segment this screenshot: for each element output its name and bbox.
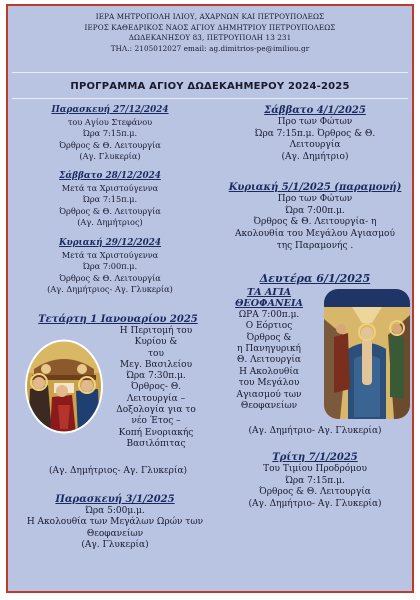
circumcision-icon [24,339,104,434]
event-line: Ώρα 7:15π.μ. [82,194,138,204]
event-line: (Αγ. Δημήτριο) [281,152,349,163]
event-line: (Αγ. Δημήτριος- Αγ. Γλυκερία) [48,466,188,476]
event-line: Θεοφανείων [86,528,144,539]
event-jan-1-date [28,314,208,325]
event-line: Μετά τα Χριστούγεννα [61,182,159,193]
event-line: Μετά τα Χριστούγεννα [61,249,159,260]
theophany-icon [324,289,410,419]
event-line: Η Περιτομή του [119,326,193,336]
event-line: Λειτουργία [289,140,341,151]
event-line: Όρθρος & Θ. Λειτουργία [59,272,161,283]
event-line: Όρθρος & [246,332,292,343]
event-line: της Παραμονής . [276,240,354,251]
header-line-address: ΔΩΔΕΚΑΝΗΣΟΥ 83, ΠΕΤΡΟΥΠΟΛΗ 13 231 [128,33,292,42]
event-line: (Αγ. Δημήτριο- Αγ. Γλυκερία) [248,426,382,436]
event-line: Βασιλόπιτας [126,438,186,449]
event-line: Όρθρος- Θ. [130,382,182,393]
church-header [8,12,412,54]
event-line: Όρθρος & Θ. Λειτουργία [59,139,161,150]
event-line: η Πανηγυρική [237,344,301,355]
program-title: ΠΡΟΓΡΑΜΜΑ ΑΓΙΟΥ ΔΩΔΕΚΑΗΜΕΡΟΥ 2024-2025 [70,81,350,92]
event-date: Σάββατο 4/1/2025 [264,105,366,116]
event-line: Αγιασμού των [236,389,302,400]
event-jan-6-details [220,287,318,412]
event-line: Θ. Λειτουργία [237,355,301,366]
event-line: (Αγ. Δημήτριος- Αγ. Γλυκερία) [47,284,173,294]
event-line: Του Τιμίου Προδρόμου [263,463,367,474]
event-line: (Αγ. Γλυκερία) [81,540,149,550]
event-date: Κυριακή 5/1/2025 (παραμονή) [228,182,402,193]
event-line: Ώρα 7:30π.μ. [126,371,186,382]
event-line: Ώρα 7:15π.μ. [82,128,138,138]
event-line: Ώρα 5:00μ.μ. [85,505,145,516]
poster-frame [6,4,414,593]
feast-name-line-2: ΘΕΟΦΑΝΕΙΑ [235,298,303,310]
event-line: Όρθρος & Θ. Λειτουργία [259,487,371,498]
event-jan-3 [22,494,208,552]
event-line: Ακολουθία του Μεγάλου Αγιασμού [235,229,395,240]
event-line: Λειτουργία – [126,393,186,404]
event-dec-28 [22,171,198,229]
event-jan-4 [220,105,410,164]
feast-name-line-1: ΤΑ ΑΓΙΑ [246,287,292,298]
event-line: Δοξολογία για το [116,405,196,416]
event-date: Δευτέρα 6/1/2025 [259,272,371,285]
header-line-contact: ΤΗΛ.: 2105012027 email: ag.dimitrios-pe@imiliou.gr [110,43,310,53]
event-jan-7 [220,452,410,511]
event-line: Ώρα 7:15π.μ. [285,475,345,486]
event-date: Κυριακή 29/12/2024 [58,238,162,248]
event-jan-1-details [104,326,208,450]
event-line: (Αγ. Γλυκερία) [79,151,141,161]
event-jan-6-date [220,272,410,285]
event-line: του Μεγάλου [238,378,300,389]
event-line: Προ των Φώτων [277,193,353,204]
event-line: Κυρίου & [134,337,178,348]
divider-top [12,72,408,73]
event-line: Η Ακολουθία [239,366,299,377]
event-line: Ώρα 7:00π.μ. [82,261,138,271]
event-line: νέο Έτος – [131,416,181,427]
event-line: Κοπή Ενοριακής [118,427,194,438]
event-date: Παρασκευή 27/12/2024 [51,105,169,115]
header-line-church: ΙΕΡΟΣ ΚΑΘΕΔΡΙΚΟΣ ΝΑΟΣ ΑΓΙΟΥ ΔΗΜΗΤΡΙΟΥ ΠΕΤΡΟΥΠΟΛΕΩΣ [84,22,336,32]
event-line: ΩΡΑ 7:00π.μ. [238,309,300,320]
event-jan-1-location [28,466,208,478]
event-line: Ώρα 7:00π.μ. [285,205,345,216]
event-date: Τετάρτη 1 Ιανουαρίου 2025 [38,314,198,325]
event-line: Ο Εόρτιος [245,321,293,332]
event-line: (Αγ. Δημήτριο- Αγ. Γλυκερία) [248,499,382,510]
header-line-metropolis: ΙΕΡΑ ΜΗΤΡΟΠΟΛΗ ΙΛΙΟΥ, ΑΧΑΡΝΩΝ ΚΑΙ ΠΕΤΡΟΥΠΟΛΕΩΣ [95,12,325,21]
event-jan-6-location [220,426,410,438]
event-line: Η Ακολουθία των Μεγάλων Ωρών των [26,517,204,527]
divider-mid [12,98,408,99]
event-date: Σάββατο 28/12/2024 [59,171,161,181]
event-line: Ώρα 7:15π.μ. Όρθρος & Θ. [254,128,376,139]
event-line: Όρθρος & Θ. Λειτουργία [59,205,161,216]
event-line: Θεοφανείων [240,401,298,412]
event-line: του Αγίου Στεφάνου [67,116,153,127]
event-dec-27 [22,105,198,163]
event-line: Μεγ. Βασιλείου [119,359,193,370]
event-dec-29 [22,238,198,296]
event-date: Τρίτη 7/1/2025 [272,452,358,463]
event-line: του [148,348,164,359]
event-date: Παρασκευή 3/1/2025 [55,494,175,505]
event-line: (Αγ. Δημήτριος) [77,217,143,227]
event-jan-5 [220,182,410,253]
event-line: Όρθρος & Θ. Λειτουργία- η [253,217,377,228]
event-line: Προ των Φώτων [277,116,353,127]
